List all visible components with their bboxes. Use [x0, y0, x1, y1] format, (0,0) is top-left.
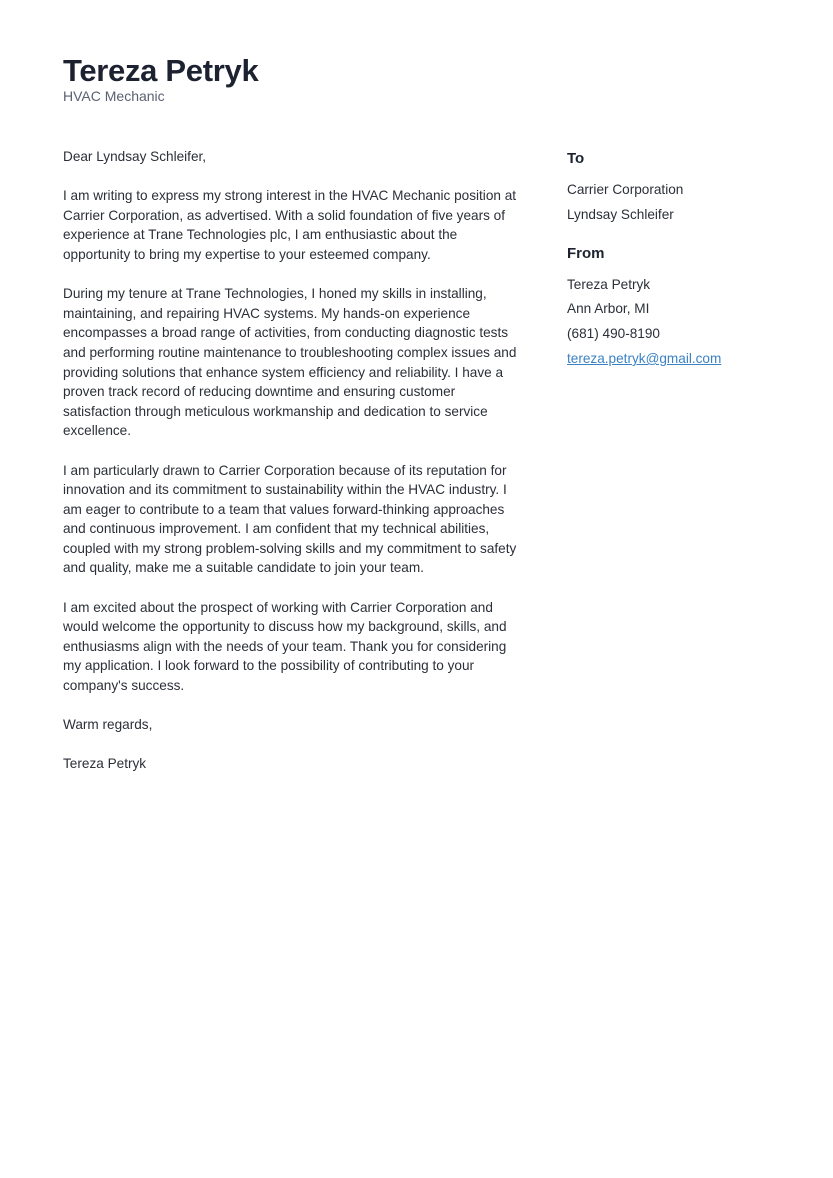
- letter-paragraph: I am particularly drawn to Carrier Corporation because of its reputation for innovation and its commitment to sustainability within the HVAC industry. I am eager to contribute to a team that values forward-thinking approaches and continuous improvement. I am confident that my technical abilities, coupled with my strong problem-solving skills and my commitment to safety and quality, make me a suitable candidate to join your team.: [63, 462, 517, 576]
- letter-closing: Warm regards,: [63, 717, 153, 733]
- from-heading: From: [567, 244, 605, 262]
- recipient-company: Carrier Corporation: [567, 182, 684, 197]
- sender-name: Tereza Petryk: [567, 276, 651, 292]
- sender-block: [567, 244, 797, 372]
- sender-location: Ann Arbor, MI: [567, 301, 650, 317]
- recipient-block: [567, 149, 797, 228]
- letter-paragraph: I am writing to express my strong interest in the HVAC Mechanic position at Carrier Corporation, as advertised. With a solid foundation of five years of experience at Trane Technologies plc, I am enthusiastic about the opportunity to bring my expertise to your esteemed company.: [63, 188, 517, 262]
- sender-email-link[interactable]: tereza.petryk@gmail.com: [567, 350, 722, 366]
- applicant-job-title: HVAC Mechanic: [63, 88, 165, 104]
- letter-paragraph: During my tenure at Trane Technologies, I honed my skills in installing, maintaining, and repairing HVAC systems. My hands-on experience encompasses a broad range of activities, from conducting diagnostic tests and performing routine maintenance to troubleshooting complex issues and providing solutions that enhance system efficiency and reliability. I have a proven track record of reducing downtime and ensuring customer satisfaction through meticulous workmanship and dedication to service excellence.: [63, 286, 517, 439]
- letter-signature: Tereza Petryk: [63, 756, 147, 772]
- letter-header: [63, 52, 763, 105]
- contact-sidebar: [567, 147, 797, 388]
- letter-body: [63, 147, 525, 794]
- letter-paragraph: I am excited about the prospect of working with Carrier Corporation and would welcome the opportunity to discuss how my background, skills, and enthusiasms align with the needs of your team. Thank you for considering my application. I look forward to the possibility of contributing to your company's success.: [63, 599, 507, 694]
- sender-phone: (681) 490-8190: [567, 326, 660, 342]
- letter-greeting: Dear Lyndsay Schleifer,: [63, 149, 207, 164]
- recipient-name: Lyndsay Schleifer: [567, 206, 674, 222]
- to-heading: To: [567, 150, 585, 167]
- applicant-name: Tereza Petryk: [63, 53, 259, 88]
